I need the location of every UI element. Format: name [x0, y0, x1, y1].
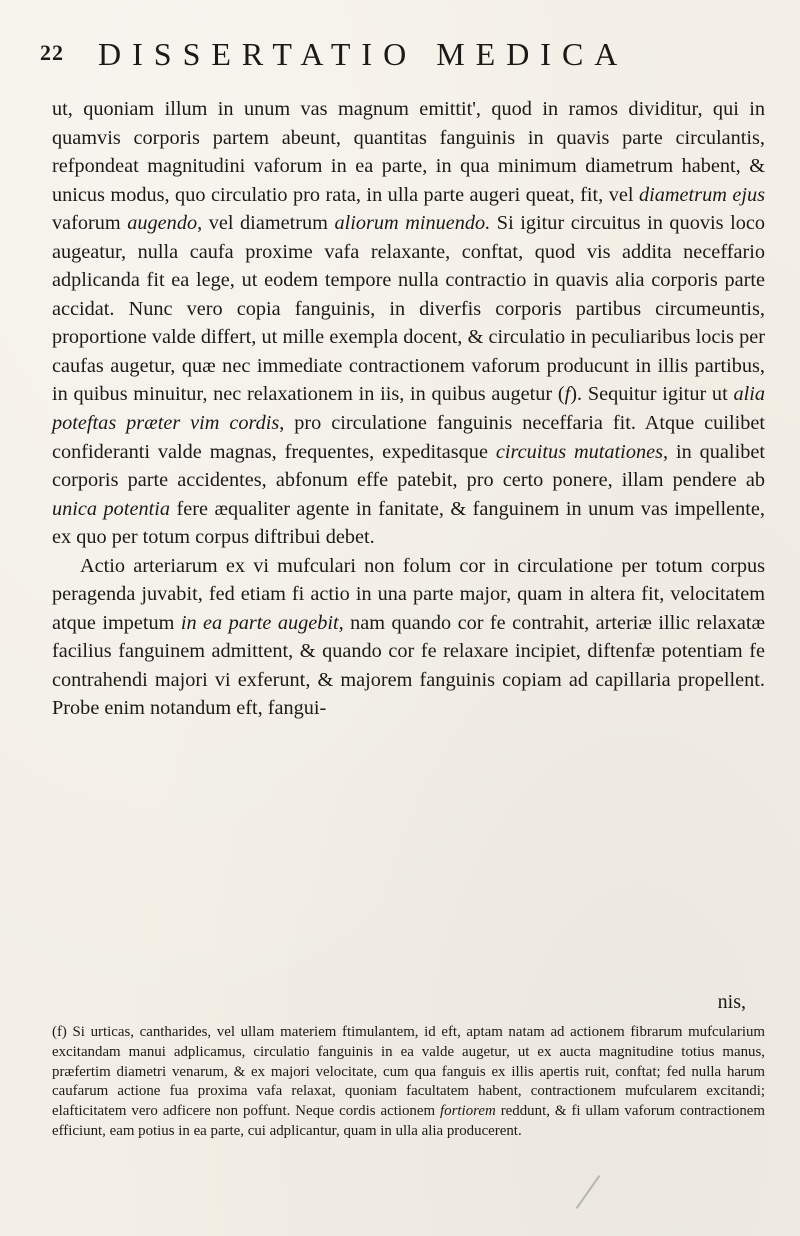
catchword: nis,: [717, 991, 746, 1013]
running-head: [40, 36, 754, 76]
footnote-ref: f: [564, 383, 571, 406]
page-number: 22: [40, 40, 64, 65]
italic-phrase: augendo: [127, 212, 198, 235]
paragraph-1: ut, quoniam illum in unum vas magnum emittit', quod in ramos dividitur, qui in quamvis corporis partem abeunt, quantitas fanguinis in quavis parte circulantis, refpondeat magnitudini vaforum in ea parte, in qua minimum diametrum habent, & unicus modus, quo circulatio pro rata, in ulla parte augeri queat, fit, vel diametrum ejus vaforum augendo, vel diametrum aliorum minuendo. Si igitur circuitus in quovis loco augeatur, nulla caufa proxime vafa relaxante, conftat, quod vis addita neceffario adplicanda fit ea lege, ut eodem tempore nulla contractio in quavis alia corporis parte accidat. Nunc vero copia fanguinis, in diverfis corporis partibus circumeuntis, proportione valde differt, ut mille exempla docent, & circulatio in peculiaribus locis per caufas augetur, quæ nec immediate contractionem vaforum producunt in illis partibus, in quibus minuitur, nec relaxationem in iis, in quibus augetur (f). Sequitur igitur ut alia poteftas præter vim cordis, pro circulatione fanguinis neceffaria fit. Atque cuilibet confideranti valde magnas, frequentes, expeditasque circuitus mutationes, in qualibet corporis parte accidentes, abfonum effe patebit, pro certo ponere, illam pendere ab unica potentia fere æqualiter agente in fanitate, & fanguinem in unum vas impellente, ex quo per totum corpus diftribui debet.: [52, 98, 766, 549]
italic-phrase: alia poteftas præter vim cordis: [52, 383, 765, 435]
italic-phrase: in ea parte augebit: [180, 611, 339, 634]
footnote: (f) Si urticas, cantharides, vel ullam materiem ftimulantem, id eft, aptam natam ad actionem fibrarum mufcularium excitandam manui adplicamus, circulatio fanguinis in ea valde augetur, ut ex aucta magnitudine totius manus, præfertim diametri venarum, & ex majori velocitate, cum qua fanguis ex illis apertis ruit, conftat; fed nulla harum caufarum actione fua proxima vafa relaxat, quoniam facultatem habent, contractionem mufcularem excitandi; elafticitatem vero adficere non poffunt. Neque cordis actionem fortiorem reddunt, & fi ullam vaforum contractionem efficiunt, eam potius in ea parte, cui adplicantur, quam in ulla alia producerent.: [52, 1024, 765, 1139]
pencil-mark: [576, 1175, 601, 1209]
italic-phrase: diametrum ejus: [638, 183, 766, 206]
italic-phrase: aliorum minuendo.: [334, 212, 491, 235]
italic-phrase: fortiorem: [440, 1103, 496, 1120]
italic-phrase: circuitus mutationes: [495, 440, 663, 463]
italic-phrase: unica potentia: [52, 497, 171, 520]
paragraph-2: Actio arteriarum ex vi mufculari non folum cor in circulatione per totum corpus peragenda juvabit, fed etiam fi actio in una parte major, quam in altera fit, velocitatem atque impetum in ea parte augebit, nam quando cor fe contrahit, arteriæ illic relaxatæ facilius fanguinem admittent, & quando cor fe relaxare incipiet, diftenfæ potentiam fe contrahendi majori vi exferunt, & majorem fanguinis copiam ad capillaria propellent. Probe enim notandum eft, fangui-: [52, 554, 766, 720]
footnote-mark: (f): [52, 1024, 67, 1040]
main-text: [52, 95, 765, 723]
running-title: DISSERTATIO MEDICA: [98, 36, 629, 72]
